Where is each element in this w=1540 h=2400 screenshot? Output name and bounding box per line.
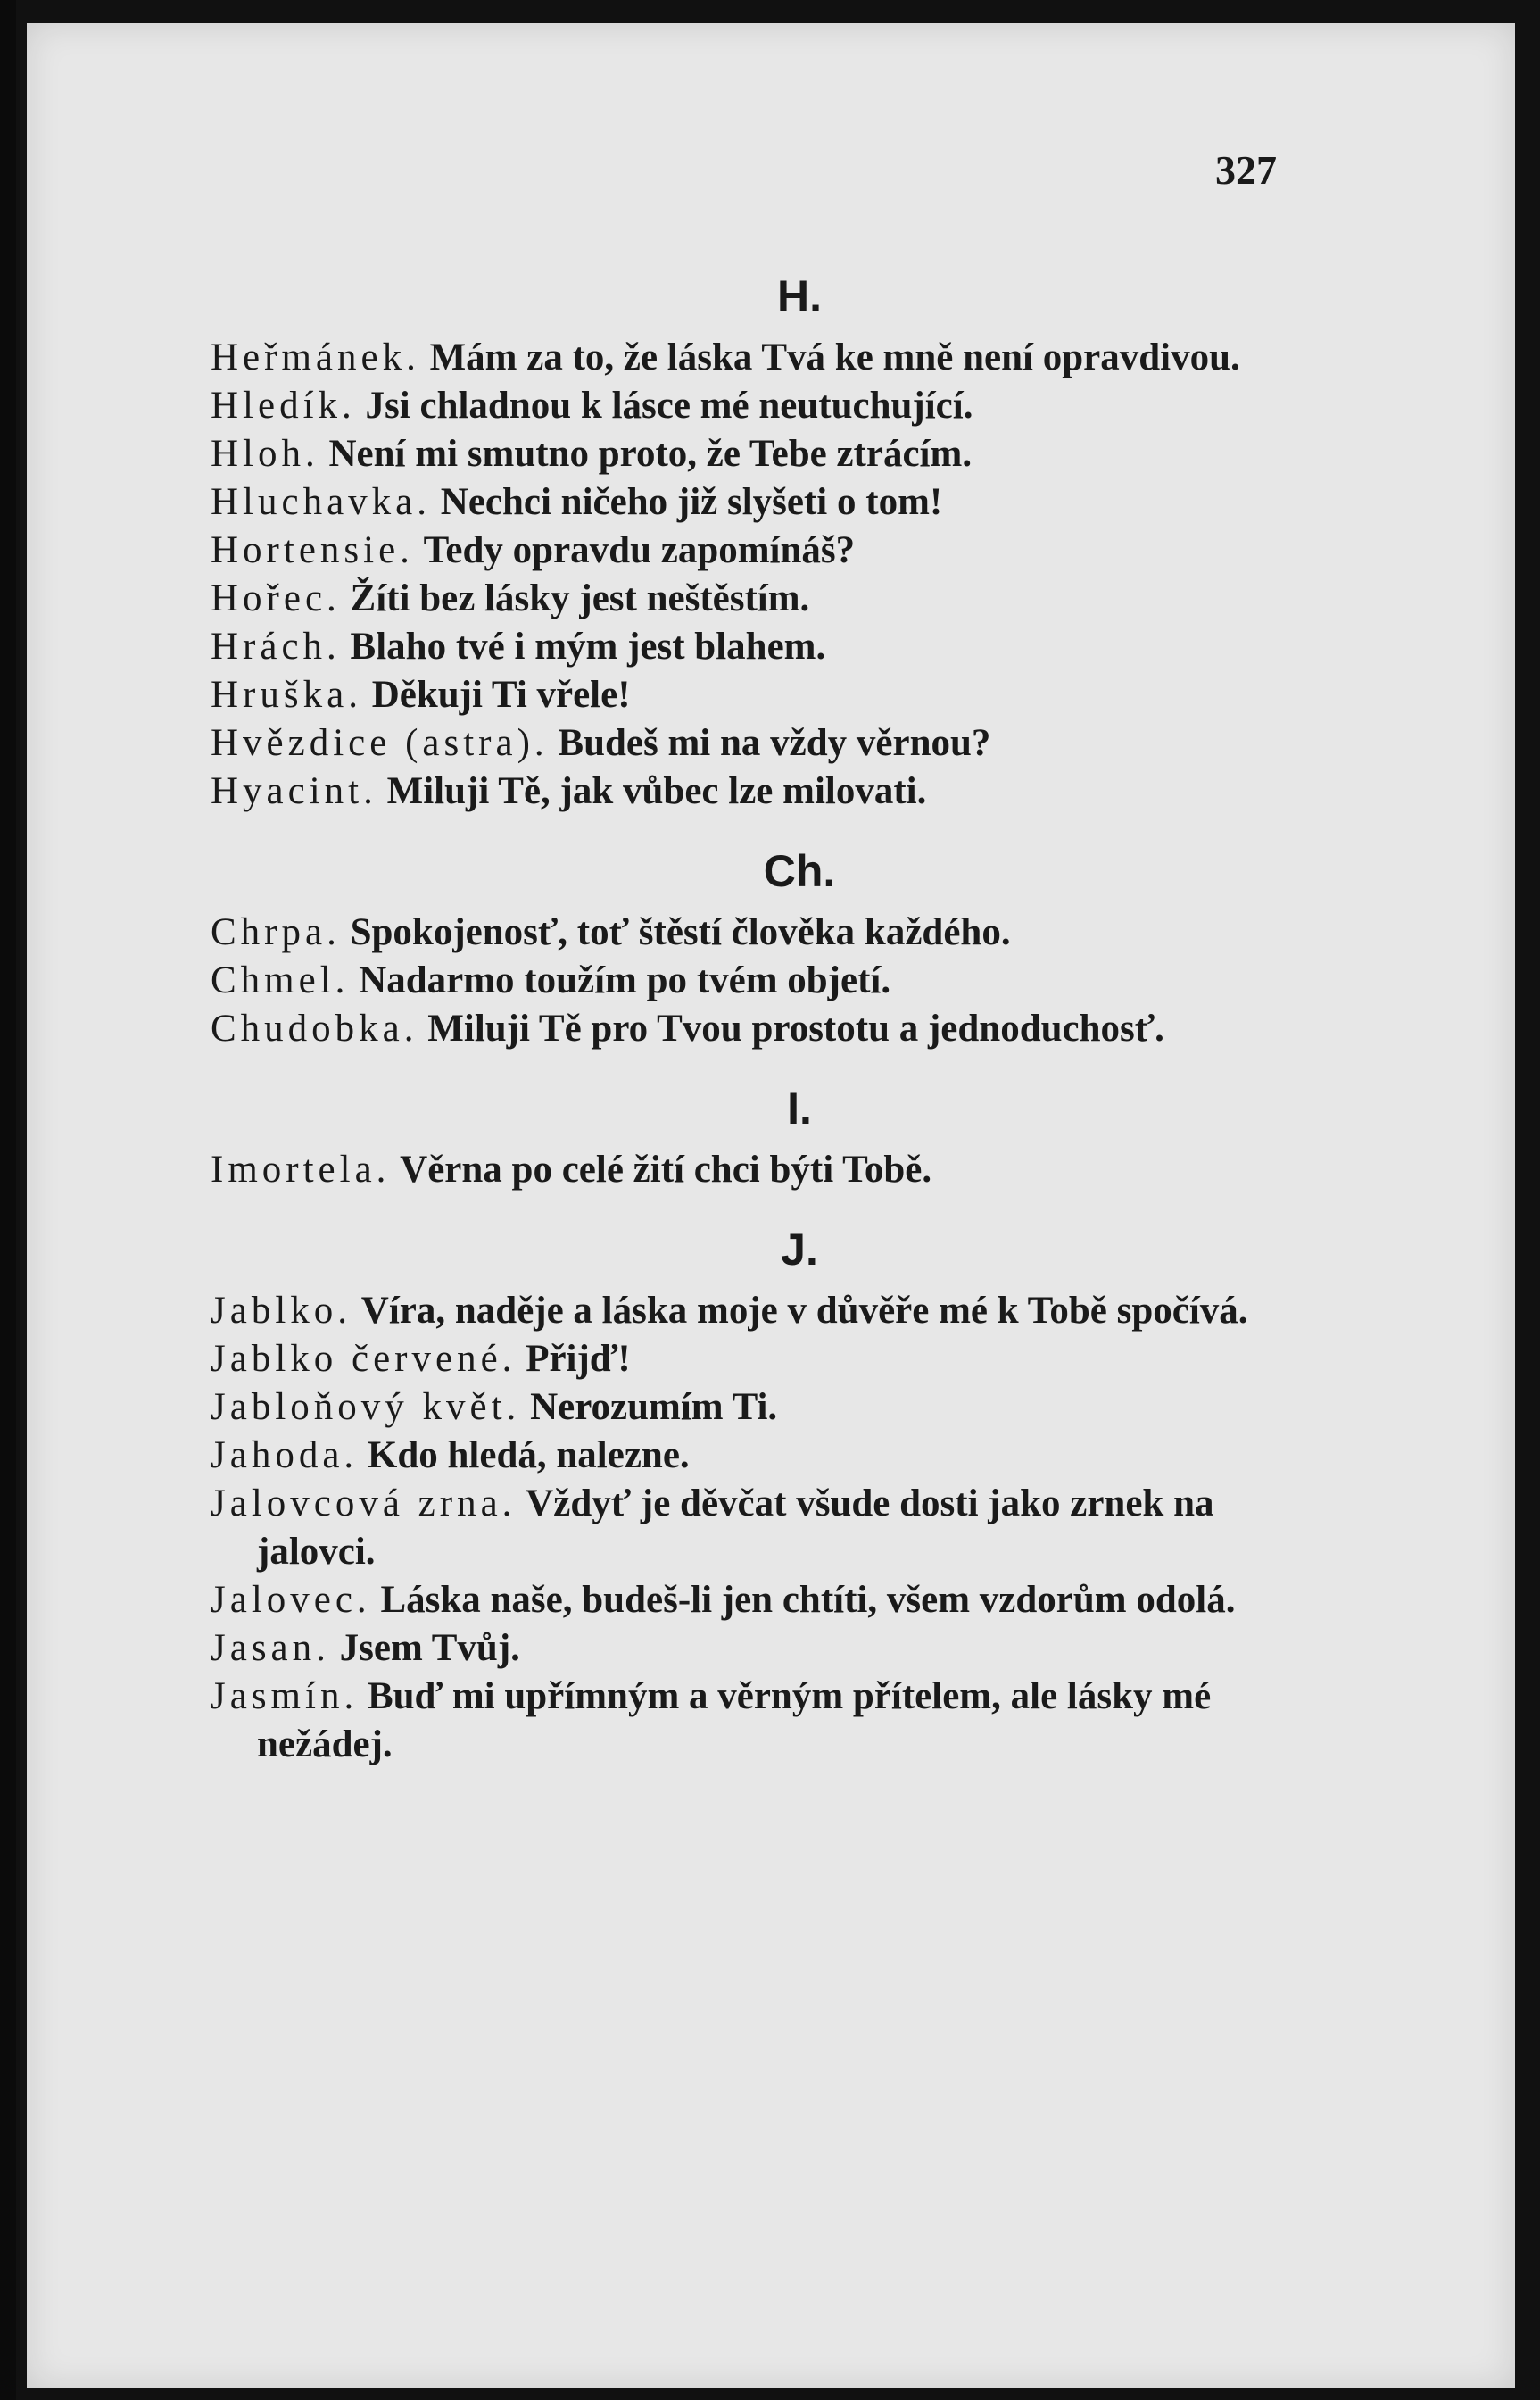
entry-term: Jablko červené. bbox=[211, 1338, 517, 1380]
dictionary-entry bbox=[211, 1146, 1299, 1194]
dictionary-entry bbox=[211, 334, 1299, 382]
entry-definition: Nadarmo toužím po tvém objetí. bbox=[359, 959, 891, 1001]
dictionary-entry bbox=[211, 768, 1299, 816]
dictionary-entry bbox=[211, 909, 1299, 957]
entry-definition: Blaho tvé i mým jest blahem. bbox=[350, 626, 826, 668]
entry-definition: Mám za to, že láska Tvá ke mně není opravdivou. bbox=[429, 336, 1240, 378]
entry-definition: Vždyť je děvčat všude dosti jako zrnek na jalovci. bbox=[257, 1482, 1214, 1573]
dictionary-entry bbox=[211, 1480, 1299, 1576]
page-number: 327 bbox=[1215, 147, 1277, 193]
entry-definition: Kdo hledá, nalezne. bbox=[367, 1434, 690, 1476]
dictionary-entry bbox=[211, 957, 1299, 1005]
entry-definition: Budeš mi na vždy věrnou? bbox=[558, 722, 991, 764]
entry-term: Hrách. bbox=[211, 626, 341, 668]
entry-definition: Nerozumím Ti. bbox=[530, 1386, 778, 1428]
entry-definition: Tedy opravdu zapomínáš? bbox=[423, 529, 856, 571]
entry-term: Chmel. bbox=[211, 959, 350, 1001]
entry-definition: Věrna po celé žití chci býti Tobě. bbox=[400, 1149, 932, 1191]
section-heading-h: H. bbox=[777, 271, 822, 321]
entry-definition: Láska naše, budeš-li jen chtíti, všem vzdorům odolá. bbox=[380, 1579, 1236, 1621]
dictionary-entry bbox=[211, 1287, 1299, 1335]
entry-term: Hyacint. bbox=[211, 770, 377, 812]
entry-term: Chudobka. bbox=[211, 1008, 418, 1050]
entry-term: Chrpa. bbox=[211, 911, 341, 953]
dictionary-entry bbox=[211, 719, 1299, 768]
entry-term: Jalovcová zrna. bbox=[211, 1482, 517, 1524]
section-heading-i: I. bbox=[787, 1084, 812, 1134]
entry-definition: Buď mi upřímným a věrným přítelem, ale lásky mé nežádej. bbox=[257, 1675, 1212, 1765]
dictionary-entry bbox=[211, 430, 1299, 478]
dictionary-entry bbox=[211, 575, 1299, 623]
entry-definition: Přijď! bbox=[526, 1338, 631, 1380]
dictionary-entry bbox=[211, 382, 1299, 430]
entry-term: Jabloňový květ. bbox=[211, 1386, 521, 1428]
entry-definition: Spokojenosť, toť štěstí člověka každého. bbox=[350, 911, 1011, 953]
entry-term: Hořec. bbox=[211, 577, 341, 619]
entry-term: Hloh. bbox=[211, 433, 319, 475]
dictionary-entry bbox=[211, 478, 1299, 527]
entry-term: Jablko. bbox=[211, 1290, 352, 1332]
dictionary-entry bbox=[211, 623, 1299, 671]
page-content bbox=[211, 259, 1299, 1769]
entry-term: Hluchavka. bbox=[211, 481, 432, 523]
entry-term: Heřmánek. bbox=[211, 336, 420, 378]
entry-term: Imortela. bbox=[211, 1149, 391, 1191]
entry-definition: Víra, naděje a láska moje v důvěře mé k Tobě spočívá. bbox=[360, 1290, 1248, 1332]
dictionary-entry bbox=[211, 1576, 1299, 1624]
entry-term: Jasmín. bbox=[211, 1675, 359, 1717]
entry-definition: Jsi chladnou k lásce mé neutuchující. bbox=[365, 385, 973, 427]
book-spine-edge bbox=[0, 0, 16, 2400]
entry-definition: Miluji Tě, jak vůbec lze milovati. bbox=[386, 770, 927, 812]
dictionary-entry bbox=[211, 1383, 1299, 1432]
dictionary-entry bbox=[211, 1005, 1299, 1053]
dictionary-entry bbox=[211, 1673, 1299, 1769]
dictionary-entry bbox=[211, 527, 1299, 575]
entry-term: Hruška. bbox=[211, 674, 362, 716]
entry-definition: Děkuji Ti vřele! bbox=[371, 674, 631, 716]
dictionary-entry bbox=[211, 1624, 1299, 1673]
section-heading-ch: Ch. bbox=[763, 846, 836, 896]
entry-definition: Miluji Tě pro Tvou prostotu a jednoduchosť. bbox=[427, 1008, 1164, 1050]
entry-term: Jasan. bbox=[211, 1627, 330, 1669]
entry-definition: Žíti bez lásky jest neštěstím. bbox=[350, 577, 810, 619]
dictionary-entry bbox=[211, 671, 1299, 719]
section-heading-j: J. bbox=[781, 1225, 818, 1275]
dictionary-entry bbox=[211, 1335, 1299, 1383]
entry-definition: Jsem Tvůj. bbox=[339, 1627, 520, 1669]
dictionary-entry bbox=[211, 1432, 1299, 1480]
entry-definition: Nechci ničeho již slyšeti o tom! bbox=[440, 481, 943, 523]
entry-term: Hvězdice (astra). bbox=[211, 722, 549, 764]
entry-term: Jalovec. bbox=[211, 1579, 371, 1621]
entry-definition: Není mi smutno proto, že Tebe ztrácím. bbox=[328, 433, 973, 475]
entry-term: Jahoda. bbox=[211, 1434, 359, 1476]
entry-term: Hledík. bbox=[211, 385, 356, 427]
entry-term: Hortensie. bbox=[211, 529, 414, 571]
